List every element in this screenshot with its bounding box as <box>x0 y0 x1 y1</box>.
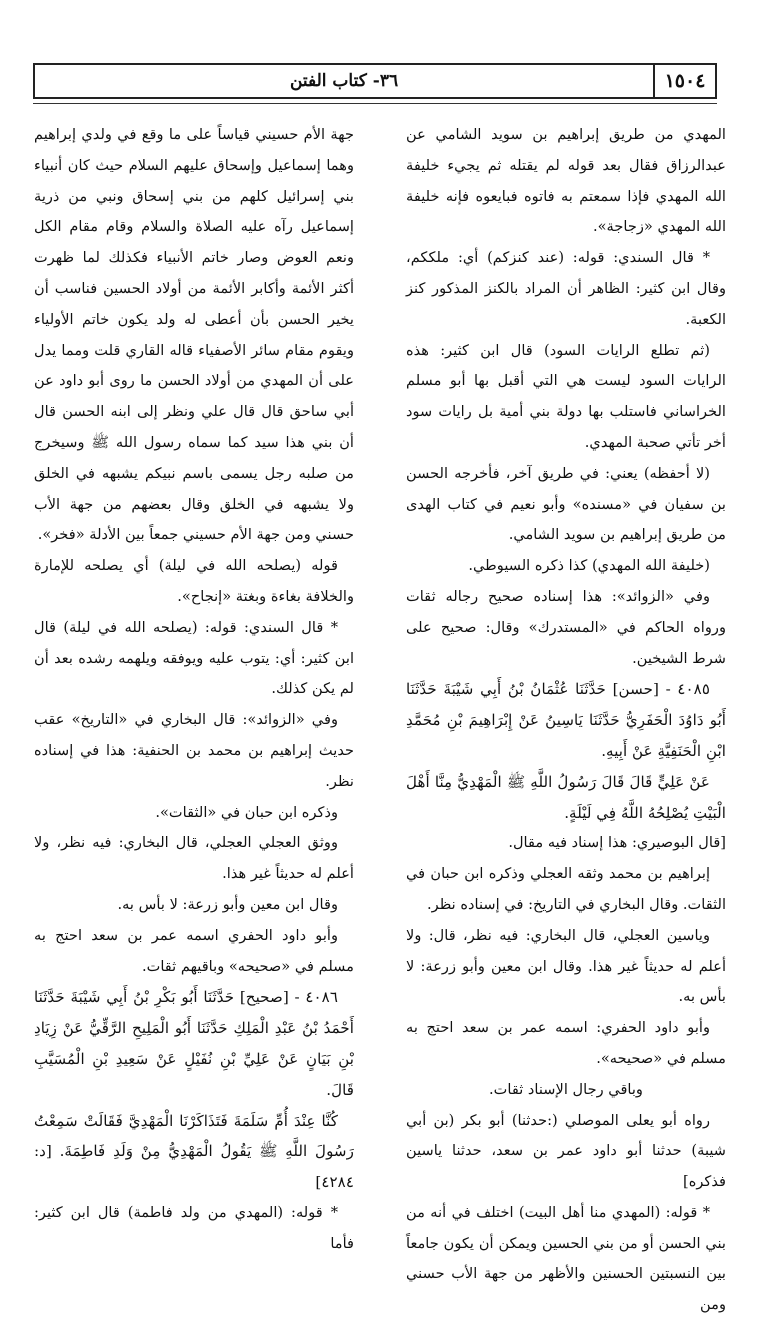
commentary-paragraph: وقال ابن معين وأبو زرعة: لا بأس به. <box>117 895 338 913</box>
commentary-paragraph: قوله (يصلحه الله في ليلة) أي يصلحه للإمارة والخلافة بغاءة وبغتة «إنجاح». <box>34 557 354 605</box>
hadith-paragraph: ٤٠٨٥ - [حسن] حَدَّثَنَا عُثْمَانُ بْنُ أَبِي شَيْبَةَ حَدَّثَنَا أَبُو دَاوُدَ الْحَفَرِيُّ حَدَّثَنَا يَاسِينُ عَنْ إِبْرَاهِيمَ بْنِ مُحَمَّدِ ابْنِ الْحَنَفِيَّةِ عَنْ أَبِيهِ. <box>406 680 726 760</box>
commentary-paragraph: وفي «الزوائد»: قال البخاري في «التاريخ» عقب حديث إبراهيم بن محمد بن الحنفية: هذا في إسناده نظر. <box>34 711 354 790</box>
right-text-column <box>406 120 726 1321</box>
commentary-paragraph: إبراهيم بن محمد وثقه العجلي وذكره ابن حبان في الثقات. وقال البخاري في التاريخ: في إسناده نظر. <box>406 865 726 913</box>
commentary-paragraph: * قوله: (المهدي من ولد فاطمة) قال ابن كثير: فأما <box>34 1203 354 1252</box>
header-rule <box>33 103 717 104</box>
left-text-column <box>34 120 354 1259</box>
commentary-paragraph: * قال السندي: قوله: (يصلحه الله في ليلة) قال ابن كثير: أي: يتوب عليه ويوفقه ويلهمه رشده بعد أن لم يكن كذلك. <box>34 618 354 698</box>
commentary-paragraph: جهة الأم حسيني قياساً على ما وقع في ولدي إبراهيم وهما إسماعيل وإسحاق عليهم السلام حيث كان أنبياء بني إسرائيل كلهم من بني إسحاق ونبي من ذرية إسماعيل رآه عليه الصلاة والسلام وقام مقام الكل ونعم العوض وصار خاتم الأنبياء فكذلك لما ظهرت أكثر الأئمة وأكابر الأئمة من أولاد الحسين فناسب أن يخير الحسن بأن أعطى له ولد يكون خاتم الأولياء ويقوم مقام سائر الأصفياء قاله القاري قلت ومما يدل على أن المهدي من أولاد الحسن ما روى أبو داود عن أبي ساحق قال قال علي ونظر إلى ابنه الحسن قال أن بني هذا سيد كما سماه رسول الله ﷺ وسيخرج من صلبه رجل يسمى باسم نبيكم يشبهه في الخلق ولا يشبهه في الخلق وقال بعضهم من جهة الأب حسني ومن جهة الأم حسيني جمعاً بين الأدلة «فخر». <box>34 126 354 544</box>
page-header <box>33 63 717 99</box>
commentary-paragraph: (خليفة الله المهدي) كذا ذكره السيوطي. <box>468 557 710 575</box>
commentary-paragraph: * قال السندي: قوله: (عند كنزكم) أي: ملككم، وقال ابن كثير: الظاهر أن المراد بالكنز المذكور كنز الكعبة. <box>406 249 726 328</box>
commentary-paragraph: [قال البوصيري: هذا إسناد فيه مقال. <box>508 834 726 852</box>
commentary-paragraph: المهدي من طريق إبراهيم بن سويد الشامي عن عبدالرزاق فقال بعد قوله لم يقتله ثم يجيء خليفة الله المهدي فإذا سمعتم به فاتوه فبايعوه فإنه خليفة الله المهدي «زجاجة». <box>406 126 726 236</box>
commentary-paragraph: وفي «الزوائد»: هذا إسناده صحيح رجاله ثقات ورواه الحاكم في «المستدرك» وقال: صحيح على شرط الشيخين. <box>406 587 726 667</box>
commentary-paragraph: وأبو داود الحفري اسمه عمر بن سعد احتج به مسلم في «صحيحه» وباقيهم ثقات. <box>34 926 354 975</box>
hadith-paragraph: عَنْ عَلِيٍّ قَالَ قَالَ رَسُولُ اللَّهِ ﷺ الْمَهْدِيُّ مِنَّا أَهْلَ الْبَيْتِ يُصْلِحُهُ اللَّهُ فِي لَيْلَةٍ. <box>406 772 726 822</box>
hadith-paragraph: كُنَّا عِنْدَ أُمِّ سَلَمَةَ فَتَذَاكَرْنَا الْمَهْدِيَّ فَقَالَتْ سَمِعْتُ رَسُولَ اللَّهِ ﷺ يَقُولُ الْمَهْدِيُّ مِنْ وَلَدِ فَاطِمَةَ. [د: ٤٢٨٤] <box>34 1111 354 1192</box>
commentary-paragraph: (ثم تطلع الرايات السود) قال ابن كثير: هذه الرايات السود ليست هي التي أقبل بها أبو مسلم الخراساني فاستلب بها دولة بني أمية بل رايات سود أخر تأتي صحبة المهدي. <box>406 341 726 451</box>
commentary-paragraph: (لا أحفظه) يعني: في طريق آخر، فأخرجه الحسن بن سفيان في «مسنده» وأبو نعيم في كتاب الهدى من طريق إبراهيم بن سويد الشامي. <box>406 464 726 544</box>
hadith-paragraph: ٤٠٨٦ - [صحيح] حَدَّثَنَا أَبُو بَكْرِ بْنُ أَبِي شَيْبَةَ حَدَّثَنَا أَحْمَدُ بْنُ عَبْدِ الْمَلِكِ حَدَّثَنَا أَبُو الْمَلِيحِ الرَّقِّيُّ عَنْ زِيَادِ بْنِ بَيَانٍ عَنْ عَلِيِّ بْنِ نُفَيْلٍ عَنْ سَعِيدِ بْنِ الْمُسَيَّبِ قَالَ. <box>34 988 354 1099</box>
page-number: ١٥٠٤ <box>653 65 715 97</box>
commentary-paragraph: رواه أبو يعلى الموصلي (:حدثنا) أبو بكر (بن أبي شيبة) حدثنا أبو داود عمر بن سعد، حدثنا ياسين فذكره] <box>406 1111 726 1191</box>
commentary-paragraph: وأبو داود الحفري: اسمه عمر بن سعد احتج به مسلم في «صحيحه». <box>406 1019 726 1067</box>
chapter-title: ٣٦- كتاب الفتن <box>289 71 399 91</box>
commentary-paragraph: ووثق العجلي العجلي، قال البخاري: فيه نظر، ولا أعلم له حديثاً غير هذا. <box>34 834 354 883</box>
commentary-paragraph: * قوله: (المهدي منا أهل البيت) اختلف في أنه من بني الحسن أو من بني الحسين ويمكن أن يكون جامعاً بين النسبتين الحسنين والأظهر من جهة الأب حسني ومن <box>406 1203 726 1314</box>
commentary-paragraph: وياسين العجلي، قال البخاري: فيه نظر، قال: ولا أعلم له حديثاً غير هذا. وقال ابن معين وأبو زرعة: لا بأس به. <box>406 926 726 1006</box>
commentary-paragraph: وذكره ابن حبان في «الثقات». <box>155 803 338 821</box>
commentary-paragraph: وباقي رجال الإسناد ثقات. <box>489 1080 643 1098</box>
